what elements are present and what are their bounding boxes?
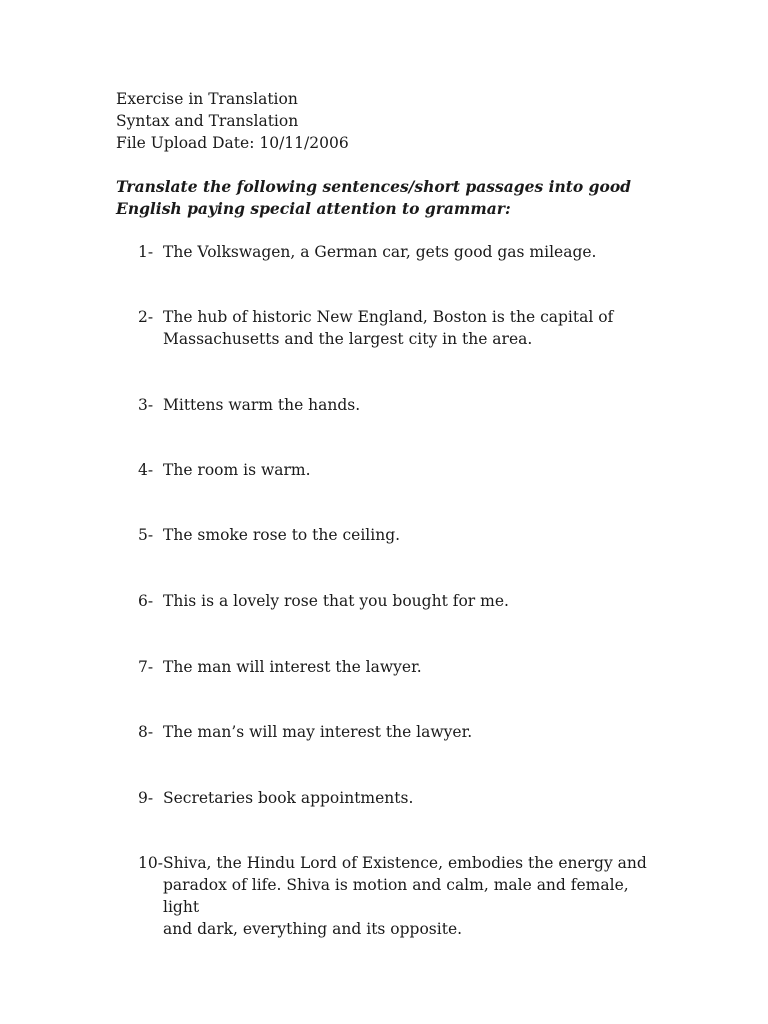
header-subtitle: Syntax and Translation	[116, 112, 299, 130]
list-item-number: 1-	[138, 243, 154, 261]
list-item-text: The hub of historic New England, Boston is the capital of Massachusetts and the largest city in the area.	[163, 308, 614, 348]
header-title: Exercise in Translation	[116, 90, 298, 108]
list-item-text: The Volkswagen, a German car, gets good gas mileage.	[163, 243, 597, 261]
list-item-text: This is a lovely rose that you bought for me.	[163, 592, 509, 610]
list-item-text: Shiva, the Hindu Lord of Existence, embodies the energy and paradox of life. Shiva is motion and calm, male and female, light and dark, everything and its opposite.	[163, 854, 647, 938]
list-item-text: Mittens warm the hands.	[163, 396, 361, 414]
list-item-number: 4-	[138, 461, 154, 479]
list-item-number: 3-	[138, 396, 154, 414]
list-item-text: The room is warm.	[163, 461, 311, 479]
list-item-number: 8-	[138, 723, 154, 741]
list-item-number: 2-	[138, 308, 154, 326]
list-item-text: The man will interest the lawyer.	[163, 658, 422, 676]
list-item-number: 6-	[138, 592, 154, 610]
list-item-text: The smoke rose to the ceiling.	[163, 526, 401, 544]
list-item-text: Secretaries book appointments.	[163, 789, 414, 807]
header-upload-date: File Upload Date: 10/11/2006	[116, 134, 349, 152]
list-item-number: 9-	[138, 789, 154, 807]
list-item-number: 7-	[138, 658, 154, 676]
list-item-text: The man’s will may interest the lawyer.	[163, 723, 473, 741]
list-item-number: 5-	[138, 526, 154, 544]
document-header	[116, 88, 349, 154]
instructions-text: Translate the following sentences/short passages into good English paying special attention to grammar:	[116, 177, 631, 218]
list-item-number: 10-	[138, 854, 163, 872]
